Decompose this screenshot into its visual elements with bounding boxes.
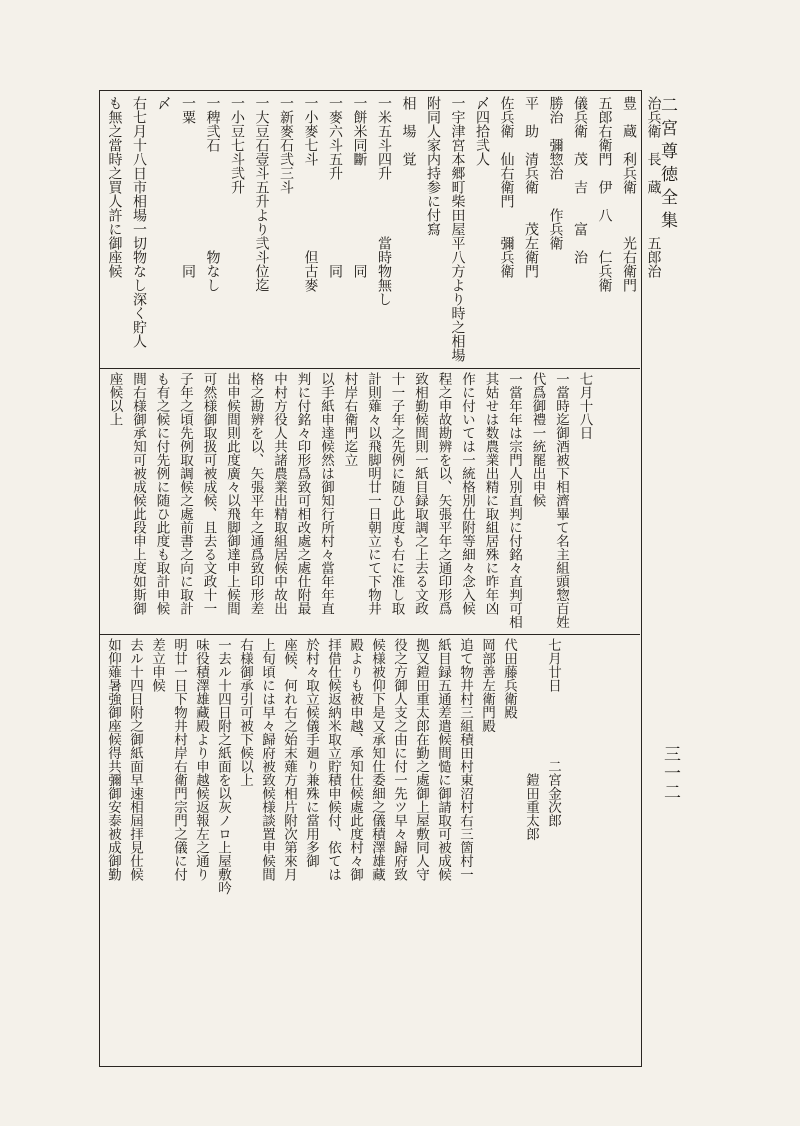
text-column: 格之勘辨を以、矢張平年之通爲致印形差 [247,372,264,615]
text-column: 味役積澤雄藏殿より申越候返報左之通り [193,638,209,881]
text-column: 候様被仰下是又承知仕委細之儀積澤雄藏 [369,638,385,881]
text-column: 附同人家内持参に付寫 [425,96,441,236]
page-title: 二宮尊徳全集 [657,96,677,234]
text-column: 〆四拾弐人 [474,96,490,166]
text-column: 役之方御人支之由に付一先ツ早々歸府致 [391,638,407,881]
text-column: 一去ル十四日附之紙面を以灰ノロ上屋敷吟 [215,638,231,895]
text-column: 子年之頃先例取調候之處前書之向に取計 [177,372,193,615]
text-column: 代爲御禮一統罷出申候 [529,372,546,507]
text-column: 於村々取立候儀手廻り兼殊に當用多御 [303,638,319,868]
page-number: 三一二 [660,745,680,802]
text-column: 座候以上 [106,372,123,426]
text-column: 中村方役人共諸農業出精取組居候中故出 [271,372,287,615]
text-column: 出申候間則此度廣々以飛脚御達申上候間 [224,372,240,615]
section-divider-top [99,368,640,369]
text-column: 一新麥石弐三斗 [278,96,294,194]
text-column: 一當時迄御酒被下相濟畢て名主組頭惣百姓 [553,372,569,629]
middle-section [102,372,637,630]
text-column: 紙目録五通差遣候間慥に御請取可被成候 [435,638,451,881]
text-column: 一大豆石壹斗五升より弐斗位迄 [253,96,270,292]
text-column: も有之候に付先例に随ひ此度も取計申候 [153,372,170,615]
text-column: 儀兵衛 茂 吉 富 治 [572,96,588,264]
text-column: 上旬頃には早々歸府被致候様談置申候間 [259,638,275,881]
text-column: 其姑せは数農業出精に取組居殊に昨年凶 [482,372,499,615]
text-column: 致相勤候間則一紙目録取調之上去る文政 [412,372,428,615]
text-column: 一米五斗四升 當時物無し [376,96,392,306]
text-column: 相 場 覚 [400,96,417,166]
text-column: 一小豆七斗弐升 [229,96,245,194]
bottom-section-columns [102,638,564,1060]
text-column: 拝借仕候返納米取立貯積申候付、依ては [325,638,341,881]
text-column: 代田藤兵衛殿 [501,638,517,719]
text-column: 可然様御取扱可被成候、且去る文政十一 [200,372,217,615]
text-column: 一稗弐石 物なし [204,96,221,292]
text-column: 以手紙申達候然は御知行所村々當年年直 [318,372,334,615]
text-column: 右七月十八日市相場一切物なし深く貯人 [131,96,147,348]
text-column: 鎧田重太郎 [523,638,539,841]
text-column: 五郎右衛門 伊 八 仁兵衛 [596,96,613,292]
text-column: 座候、何れ右之始末薙方相片附次第來月 [281,638,297,881]
text-column: も無之當時之買人許に御座候 [106,96,123,278]
text-column: 一宇津宮本郷町柴田屋平八方より時之相場 [449,96,466,362]
text-column: 佐兵衛 仙右衛門 彌兵衛 [498,96,515,278]
text-column: 拠又鎧田重太郎在勤之處御上屋敷同人守 [413,638,429,881]
text-column: 殿よりも被申越、承知仕候處此度村々御 [347,638,363,881]
bottom-section [102,638,637,1060]
text-column: 治兵衛 長 蔵 五郎治 [645,96,662,278]
text-column: 一小麥七斗 但古麥 [302,96,319,292]
top-section [102,96,662,364]
text-column: 一粟 同 [180,96,196,278]
text-column: 七月廿日 二宮金次郎 [545,638,561,827]
top-section-columns [102,96,666,364]
text-column: 右様御承引可被下候以上 [237,638,253,787]
text-column: 明廿一日下物井村岸右衛門宗門之儀に付 [171,638,187,881]
section-divider-bottom [99,634,640,635]
text-column: 差立申候 [149,638,165,692]
text-column: 平 助 清兵衛 茂左衛門 [523,96,539,278]
text-column: 一餅米同斷 同 [351,96,368,278]
text-column: 岡部善左衛門殿 [479,638,495,733]
text-column: 間右様御承知可被成候此段申上度如斯御 [130,372,146,615]
text-column: 一麥六斗五升 同 [327,96,343,278]
text-column: 作に付いては一統格別仕附等細々念入候 [459,372,475,615]
text-column: 勝治 彌惣治 作兵衛 [547,96,564,250]
text-column: 一當年年は宗門人別直判に付銘々直判可相 [506,372,522,629]
text-column: 豊 蔵 利兵衛 光右衛門 [621,96,637,292]
middle-section-columns [102,372,596,630]
text-column: 追て物井村三組積田村東沼村右三箇村一 [457,638,473,881]
text-column: 計則薙々以飛脚明廿一日朝立にて下物井 [365,372,381,615]
text-column: 村岸右衛門迄立 [341,372,358,467]
text-column: 〆 [155,96,172,110]
text-column: 十一子年之先例に随ひ此度も右に准し取 [388,372,405,615]
text-column: 七月十八日 [576,372,593,440]
text-column: 判に付銘々印形爲致可相改處之處仕附最 [294,372,311,615]
text-column: 去ル十四日附之御紙面早速相屆拝見仕候 [127,638,143,881]
text-column: 程之申故勘辨を以、矢張平年之通印形爲 [435,372,452,615]
text-column: 如仰薙暑強御座候得共彌御安泰被成御勤 [105,638,121,881]
